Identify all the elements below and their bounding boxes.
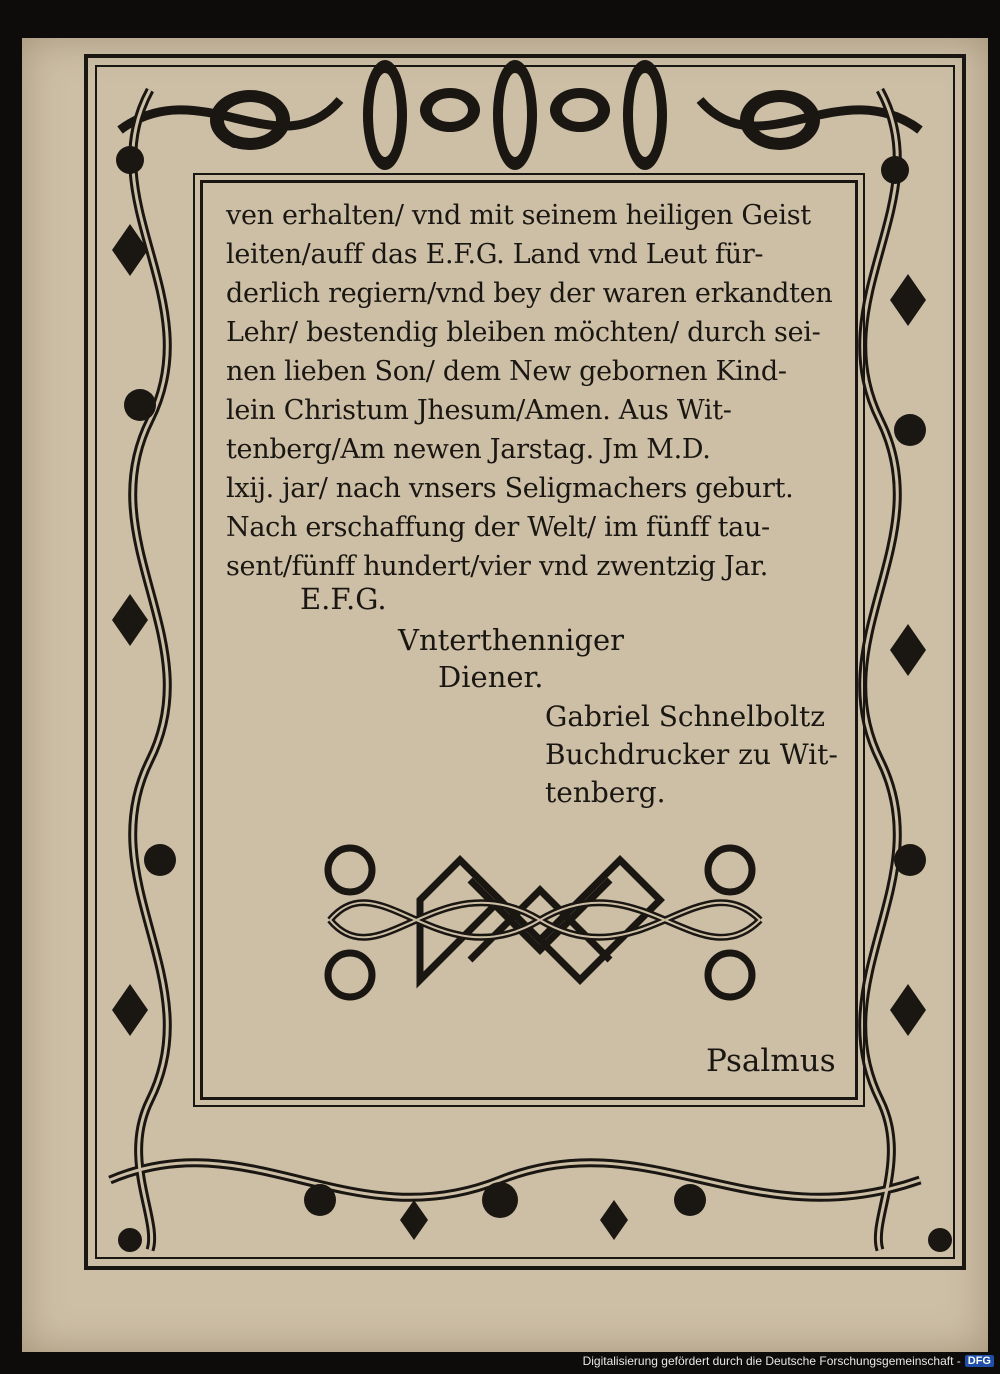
signature-abbreviation: E.F.G. xyxy=(300,582,387,616)
footer-credit xyxy=(583,1354,994,1368)
text-line: sent/fünff hundert/vier vnd zwentzig Jar. xyxy=(226,551,769,582)
signature-line-1: Vnterthenniger xyxy=(398,623,625,657)
text-line: nen lieben Son/ dem New gebornen Kind- xyxy=(226,356,787,387)
signature-line-2: Diener. xyxy=(438,660,544,694)
text-line: Nach erschaffung der Welt/ im fünff tau- xyxy=(226,512,770,543)
printer-signature xyxy=(545,698,838,812)
printer-role-2: tenberg. xyxy=(545,776,666,809)
body-text xyxy=(226,196,836,586)
text-line: derlich regiern/vnd bey der waren erkandten xyxy=(226,278,833,309)
printer-name: Gabriel Schnelboltz xyxy=(545,700,825,733)
text-line: lxij. jar/ nach vnsers Seligmachers geburt. xyxy=(226,473,794,504)
printer-role-1: Buchdrucker zu Wit- xyxy=(545,738,838,771)
text-line: ven erhalten/ vnd mit seinem heiligen Geist xyxy=(226,200,811,231)
dfg-logo: DFG xyxy=(965,1355,994,1367)
footer-text: Digitalisierung gefördert durch die Deutsche Forschungsgemeinschaft - xyxy=(582,1354,961,1368)
catchword: Psalmus xyxy=(706,1043,836,1079)
text-line: lein Christum Jhesum/Amen. Aus Wit- xyxy=(226,395,732,426)
text-line: leiten/auff das E.F.G. Land vnd Leut für- xyxy=(226,239,764,270)
text-line: Lehr/ bestendig bleiben möchten/ durch sei- xyxy=(226,317,821,348)
text-line: tenberg/Am newen Jarstag. Jm M.D. xyxy=(226,434,711,465)
